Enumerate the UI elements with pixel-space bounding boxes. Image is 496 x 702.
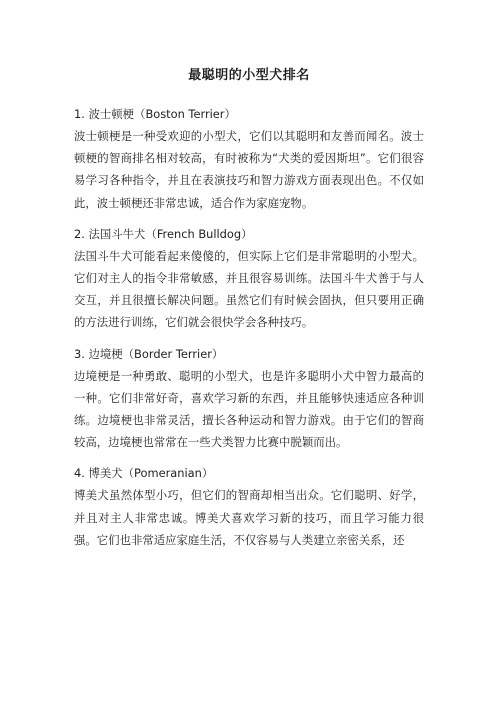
section-body: 法国斗牛犬可能看起来傻傻的，但实际上它们是非常聪明的小型犬。它们对主人的指令非常敏感，并且很容易训练。法国斗牛犬善于与人交互，并且很擅长解决问题。虽然它们有时候会固执，但只要用正确的方法进行训练，它们就会很快学会各种技巧。 xyxy=(74,248,424,330)
section-border-terrier xyxy=(74,343,424,454)
section-heading: 4. 博美犬（Pomeranian） xyxy=(74,466,214,481)
section-boston-terrier xyxy=(74,103,424,214)
section-body: 边境梗是一种勇敢、聪明的小型犬，也是许多聪明小犬中智力最高的一种。它们非常好奇，喜欢学习新的东西，并且能够快速适应各种训练。边境梗也非常灵活，擅长各种运动和智力游戏。由于它们的智商较高，边境梗也常常在一些犬类智力比赛中脱颖而出。 xyxy=(74,368,424,450)
section-heading: 3. 边境梗（Border Terrier） xyxy=(74,346,224,361)
section-french-bulldog xyxy=(74,223,424,334)
document-title: 最聪明的小型犬排名 xyxy=(188,68,310,83)
section-body: 波士顿梗是一种受欢迎的小型犬，它们以其聪明和友善而闻名。波士顿梗的智商排名相对较高，有时被称为“犬类的爱因斯坦”。它们很容易学习各种指令，并且在表演技巧和智力游戏方面表现出色。不仅如此，波士顿梗还非常忠诚，适合作为家庭宠物。 xyxy=(74,129,424,210)
section-pomeranian xyxy=(74,462,424,551)
section-body: 博美犬虽然体型小巧，但它们的智商却相当出众。它们聪明、好学，并且对主人非常忠诚。博美犬喜欢学习新的技巧，而且学习能力很强。它们也非常适应家庭生活，不仅容易与人类建立亲密关系，还 xyxy=(74,488,424,547)
section-heading: 1. 波士顿梗（Boston Terrier） xyxy=(74,107,236,121)
section-heading: 2. 法国斗牛犬（French Bulldog） xyxy=(74,226,253,241)
